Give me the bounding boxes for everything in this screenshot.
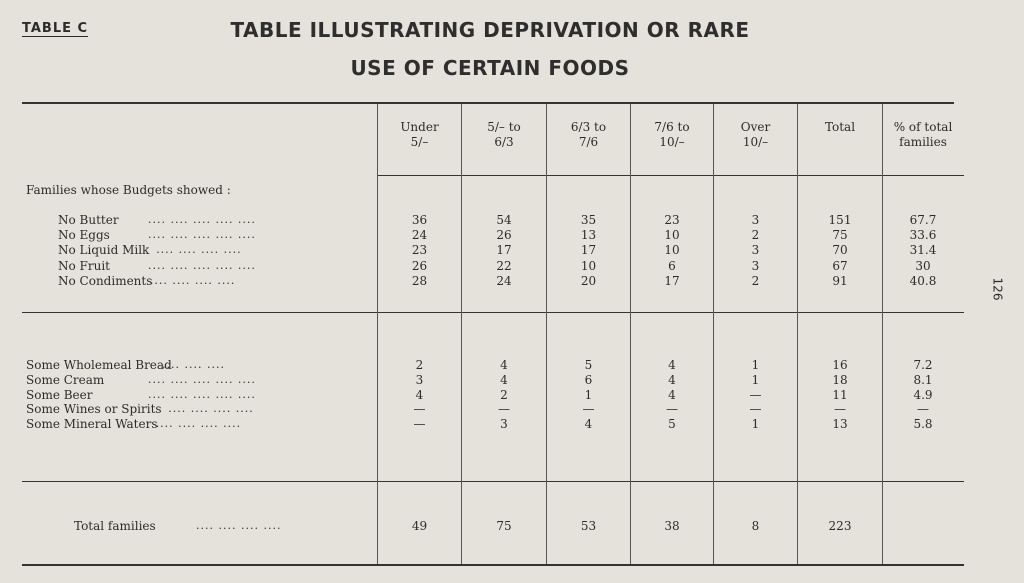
leader-dots: .... .... .... .... — [149, 273, 236, 287]
row-label: No Condiments — [58, 273, 153, 288]
table-cell: 49 — [411, 519, 428, 533]
table-cell: 4 — [415, 387, 424, 402]
table-cell: 91 — [832, 273, 848, 288]
table-cell: — — [749, 387, 762, 402]
column-header-6-3-to-7-6: 6/3 to 7/6 — [570, 120, 607, 149]
table-cell: 3 — [415, 372, 424, 387]
table-title-line1: TABLE ILLUSTRATING DEPRIVATION OR RARE — [230, 18, 750, 42]
table-cell: — — [413, 417, 426, 432]
column-header-7-6-to-10: 7/6 to 10/– — [654, 120, 690, 149]
table-cell: 1 — [584, 387, 593, 402]
table-cell: 3 — [751, 258, 760, 273]
table-cell: 31.4 — [909, 243, 937, 258]
table-cell: 2 — [500, 387, 508, 402]
row-label: Some Mineral Waters — [26, 417, 158, 432]
table-cell: 17 — [496, 243, 512, 258]
row-label: No Fruit — [58, 258, 110, 273]
table-cell: 2 — [751, 273, 760, 288]
table-cell: 13 — [832, 417, 848, 432]
table-cell: 28 — [411, 273, 428, 288]
table-cell: 36 — [411, 213, 428, 227]
table-cell: 17 — [580, 243, 597, 258]
table-cell: 70 — [832, 243, 848, 258]
table-cell: 20 — [580, 273, 597, 288]
table-cell: 5.8 — [913, 417, 933, 432]
leader-dots: .... .... .... .... — [196, 519, 282, 532]
column-divider — [713, 104, 714, 564]
leader-dots: .... .... .... .... .... — [148, 372, 256, 386]
table-cell: 2 — [415, 358, 424, 372]
table-cell: 53 — [580, 519, 597, 533]
table-cell: 75 — [496, 519, 512, 533]
total-separator-rule — [22, 481, 964, 482]
column-header-5-to-6-3: 5/– to 6/3 — [487, 120, 521, 149]
table-cell: — — [917, 402, 929, 417]
table-cell: — — [834, 402, 846, 417]
table-cell: 5 — [668, 417, 676, 432]
table-cell: — — [666, 402, 678, 417]
table-cell: 4 — [668, 372, 676, 387]
table-cell: 10 — [580, 258, 597, 273]
table-cell: 223 — [828, 519, 852, 533]
table-cell: 3 — [500, 417, 508, 432]
table-cell: 11 — [832, 387, 848, 402]
table-cell: 17 — [664, 273, 680, 288]
header-rule — [378, 175, 964, 176]
table-cell: 26 — [496, 228, 512, 243]
table-cell: 4 — [668, 387, 676, 402]
table-cell: 4 — [500, 358, 508, 372]
table-cell: 5 — [584, 358, 593, 372]
table-cell: 22 — [496, 258, 512, 273]
table-cell: 23 — [411, 243, 428, 258]
table-cell: 67.7 — [909, 213, 937, 227]
table-cell: 26 — [411, 258, 428, 273]
leader-dots: .... .... .... .... .... — [148, 228, 256, 242]
row-label: Some Cream — [26, 372, 105, 387]
row-label: No Liquid Milk — [58, 243, 150, 258]
column-divider — [546, 104, 547, 564]
table-cell: 8 — [751, 519, 760, 533]
table-cell: 38 — [664, 519, 680, 533]
table-cell: 6 — [584, 372, 593, 387]
table-label: TABLE C — [22, 21, 89, 36]
table-cell: 1 — [751, 417, 760, 432]
table-cell: 75 — [832, 228, 848, 243]
column-divider — [630, 104, 631, 564]
table-cell: 35 — [580, 213, 597, 227]
table-cell: 4 — [500, 372, 508, 387]
table-cell: 3 — [751, 213, 760, 227]
table-cell: 8.1 — [913, 372, 933, 387]
row-label: Some Beer — [26, 387, 93, 402]
column-header-under-5: Under 5/– — [400, 120, 439, 149]
leader-dots: .... .... .... .... — [156, 243, 242, 257]
table-cell: 40.8 — [909, 273, 937, 288]
table-cell: 18 — [832, 372, 848, 387]
table-cell: 67 — [832, 258, 848, 273]
column-divider — [461, 104, 462, 564]
table-cell: — — [498, 402, 510, 417]
top-rule — [22, 102, 954, 104]
table-cell: 13 — [580, 228, 597, 243]
table-cell: 33.6 — [909, 228, 937, 243]
row-label: No Eggs — [58, 228, 110, 243]
column-divider — [882, 104, 883, 564]
table-cell: — — [582, 402, 595, 417]
table-cell: 16 — [832, 358, 848, 372]
column-header-percent: % of total families — [893, 120, 953, 149]
leader-dots: .... .... .... — [162, 358, 225, 371]
column-header-total: Total — [824, 120, 856, 134]
column-divider — [377, 104, 378, 564]
leader-dots: .... .... .... .... .... — [148, 213, 256, 226]
table-cell: 1 — [751, 358, 760, 372]
table-cell: 30 — [915, 258, 931, 273]
row-label-total: Total families — [74, 519, 156, 533]
table-cell: — — [749, 402, 762, 417]
column-header-over-10: Over 10/– — [740, 120, 771, 149]
table-cell: 54 — [496, 213, 512, 227]
table-cell: 2 — [751, 228, 760, 243]
table-cell: 23 — [664, 213, 680, 227]
row-label: Some Wines or Spirits — [26, 402, 162, 417]
table-cell: 10 — [664, 243, 680, 258]
page-number: 126 — [990, 277, 1005, 301]
table-title-line2: USE OF CERTAIN FOODS — [350, 56, 630, 80]
bottom-rule — [22, 564, 964, 566]
leader-dots: .... .... .... .... — [168, 402, 254, 416]
table-cell: 4.9 — [913, 387, 933, 402]
table-cell: 10 — [664, 228, 680, 243]
table-cell: 1 — [751, 372, 760, 387]
table-cell: — — [413, 402, 426, 417]
row-label: No Butter — [58, 213, 119, 227]
table-cell: 24 — [496, 273, 512, 288]
table-cell: 4 — [668, 358, 676, 372]
table-cell: 3 — [751, 243, 760, 258]
column-divider — [797, 104, 798, 564]
leader-dots: .... .... .... .... — [155, 417, 242, 431]
leader-dots: .... .... .... .... .... — [148, 387, 256, 401]
table-cell: 6 — [668, 258, 676, 273]
table-cell: 7.2 — [913, 358, 933, 372]
table-cell: 4 — [584, 417, 593, 432]
table-cell: 24 — [411, 228, 428, 243]
leader-dots: .... .... .... .... .... — [148, 258, 256, 272]
section-heading: Families whose Budgets showed : — [26, 183, 231, 197]
table-cell: 151 — [828, 213, 852, 227]
row-label: Some Wholemeal Bread — [26, 358, 172, 372]
group-separator-rule — [22, 312, 964, 313]
